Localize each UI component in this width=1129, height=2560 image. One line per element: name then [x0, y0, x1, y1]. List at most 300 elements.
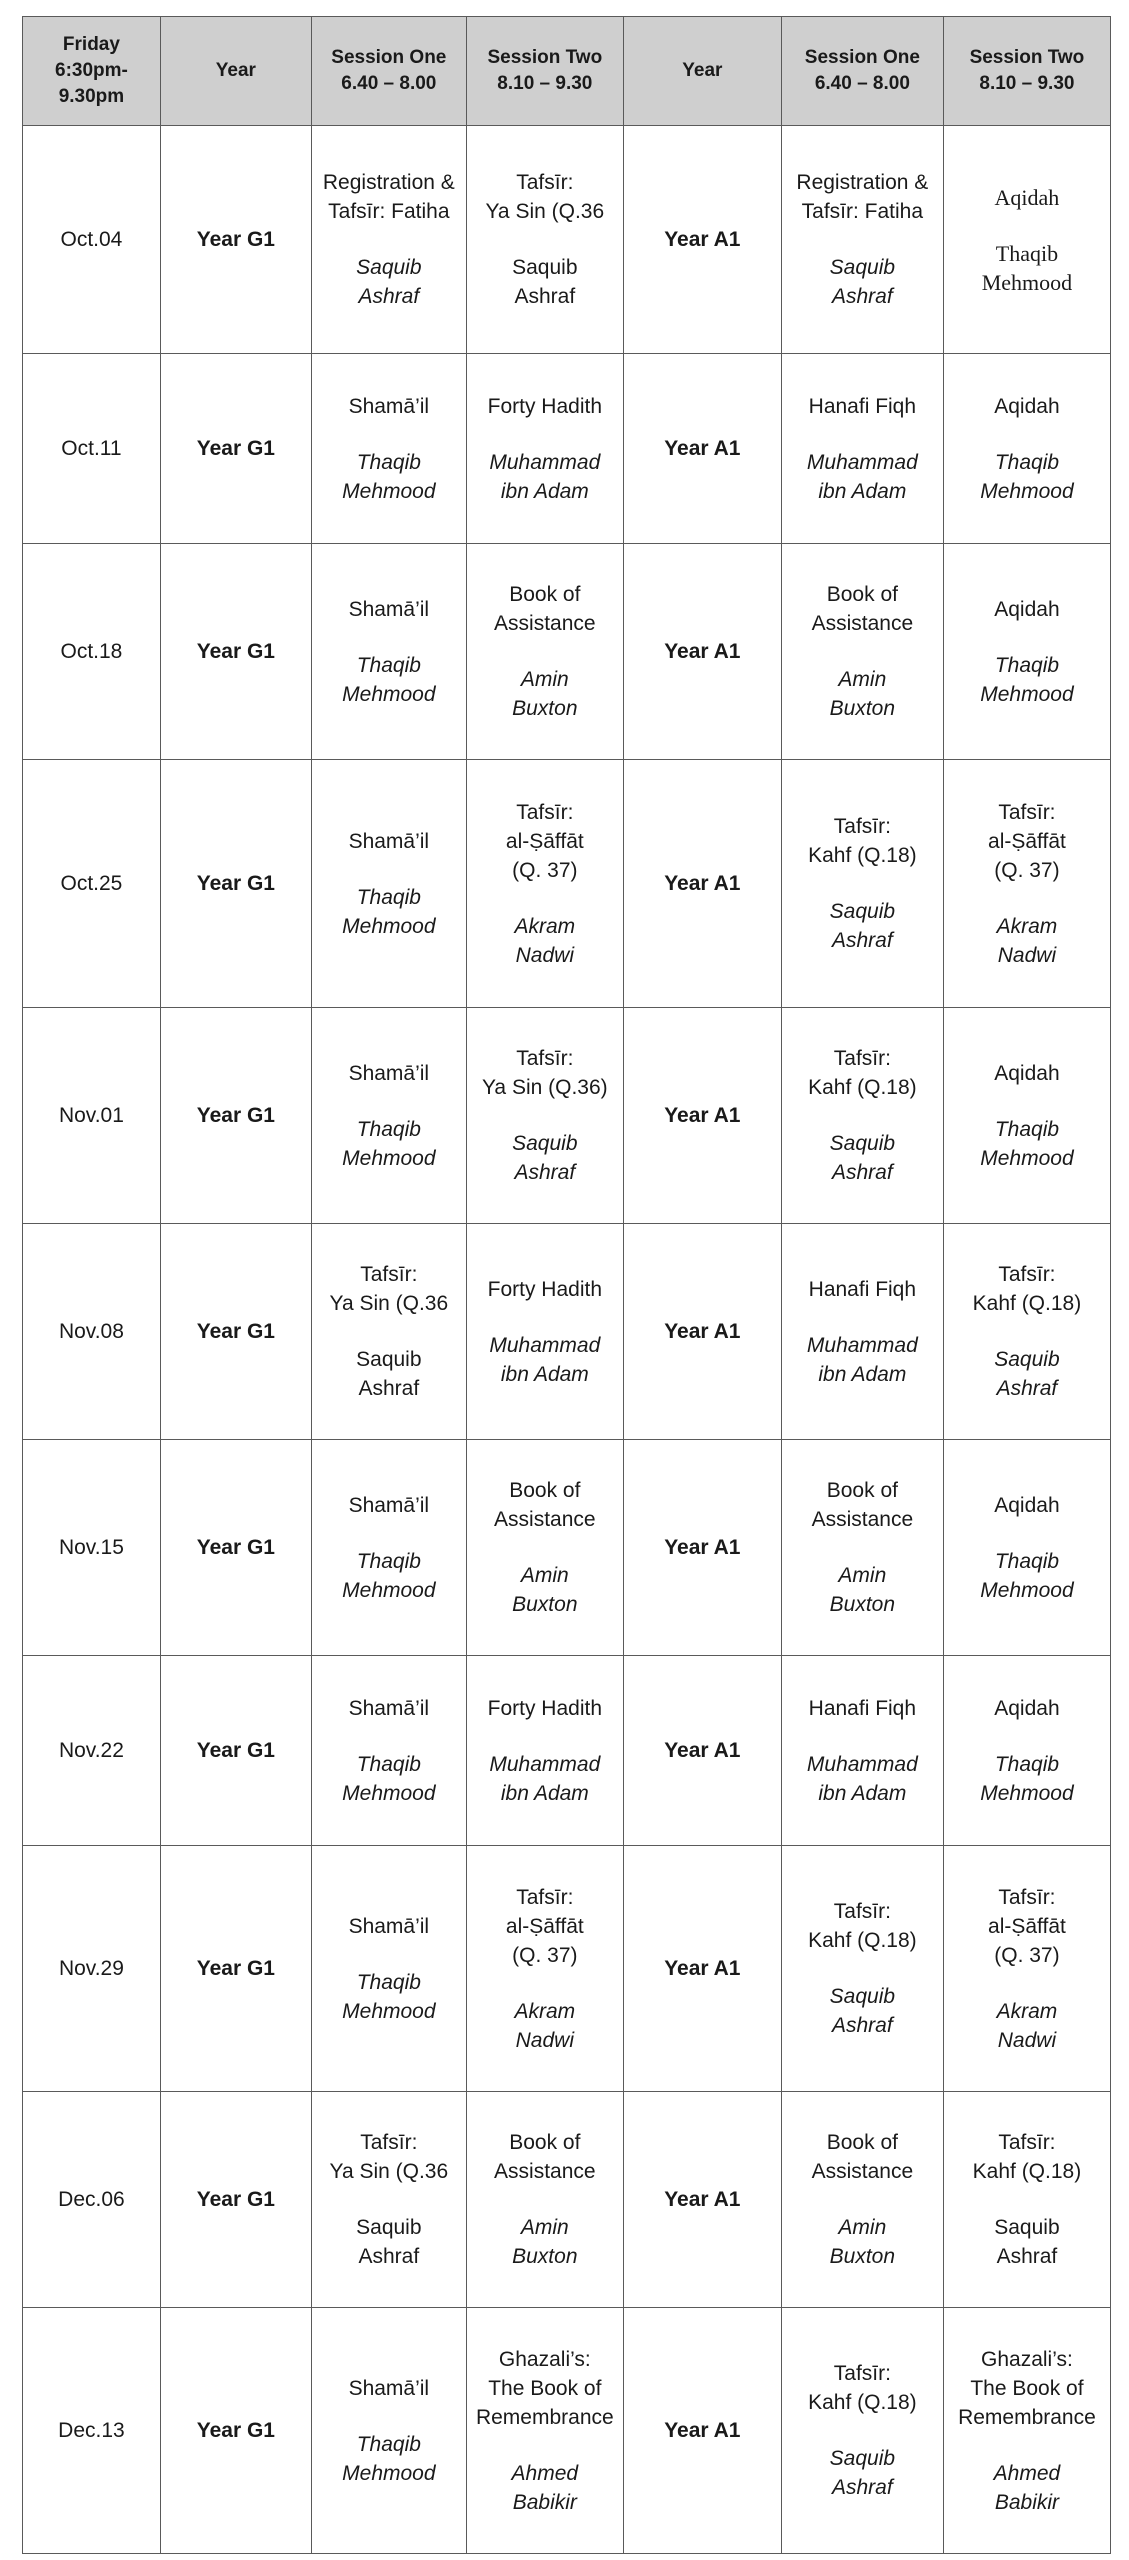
teacher-name	[471, 1129, 619, 1187]
session-one-a-cell	[781, 544, 943, 760]
session-two-a-cell	[943, 1224, 1110, 1440]
teacher-name-line: Mehmood	[980, 1146, 1074, 1170]
teacher-name	[316, 2213, 462, 2271]
teacher-name-line: Amin	[838, 2216, 887, 2239]
year-a-cell: Year A1	[623, 2092, 781, 2308]
course-title-line: al-Ṣāffāt	[505, 829, 584, 853]
course-title-line: Assistance	[494, 2160, 596, 2183]
course-title-line: Tafsīr:	[833, 1900, 891, 1923]
course-title	[316, 827, 462, 856]
course-title	[471, 2345, 619, 2432]
course-title	[471, 1694, 619, 1723]
course-title	[316, 1491, 462, 1520]
session-one-a-cell	[781, 1656, 943, 1846]
year-a-cell: Year A1	[623, 354, 781, 544]
teacher-name-line: Ahmed	[511, 2461, 579, 2485]
course-title	[786, 812, 939, 870]
teacher-name-line: Mehmood	[342, 1781, 436, 1805]
session-two-a-cell	[943, 354, 1110, 544]
header-row	[23, 17, 1111, 126]
date-cell: Nov.15	[23, 1440, 161, 1656]
session-two-g-cell	[466, 1224, 623, 1440]
teacher-name	[786, 2213, 939, 2271]
year-a-cell: Year A1	[623, 760, 781, 1008]
course-title-line: Ya Sin (Q.36	[329, 1292, 449, 1315]
header-day	[23, 17, 161, 126]
teacher-name-line: Saquib	[512, 1132, 578, 1155]
course-title-line: Forty Hadith	[487, 394, 603, 418]
teacher-name-line: Ashraf	[832, 1161, 893, 1184]
date-cell: Oct.18	[23, 544, 161, 760]
course-title-line: Assistance	[811, 2160, 914, 2183]
session-one-a-cell	[781, 1846, 943, 2092]
date-cell: Oct.04	[23, 126, 161, 354]
course-title-line: Registration &	[796, 171, 929, 194]
teacher-name-line: Babikir	[994, 2490, 1060, 2514]
session-two-a-cell	[943, 1008, 1110, 1224]
course-title-line: Tafsīr:	[833, 815, 891, 838]
teacher-name-line: Mehmood	[980, 1578, 1074, 1602]
date-cell: Dec.06	[23, 2092, 161, 2308]
teacher-name	[316, 1345, 462, 1403]
teacher-name	[471, 1997, 619, 2055]
teacher-name	[471, 2213, 619, 2271]
table-row	[23, 1656, 1111, 1846]
teacher-name-line: Thaqib	[995, 240, 1059, 266]
session-one-g-cell	[311, 1846, 466, 2092]
header-session-two-a	[943, 17, 1110, 126]
teacher-name-line: Muhammad	[806, 1752, 918, 1776]
teacher-name-line: Mehmood	[342, 1146, 436, 1170]
teacher-name-line: Thaqib	[994, 1117, 1060, 1141]
session-two-a-cell	[943, 2308, 1110, 2554]
teacher-name	[786, 1331, 939, 1389]
table-row	[23, 1440, 1111, 1656]
course-title-line: Assistance	[811, 1508, 914, 1531]
year-a-cell: Year A1	[623, 2308, 781, 2554]
course-title	[316, 1694, 462, 1723]
course-title-line: Assistance	[494, 1508, 596, 1531]
course-title-line: Ghazali’s:	[981, 2347, 1073, 2371]
course-title	[316, 2128, 462, 2186]
year-g-cell: Year G1	[160, 2308, 311, 2554]
course-title-line: Tafsīr:	[998, 2131, 1056, 2154]
course-title-line: Aqidah	[994, 394, 1060, 418]
course-title	[948, 392, 1106, 421]
teacher-name-line: Ashraf	[514, 1161, 576, 1184]
course-title	[786, 2128, 939, 2186]
course-title-line: Forty Hadith	[487, 1696, 603, 1720]
course-title	[471, 580, 619, 638]
table-row	[23, 1224, 1111, 1440]
teacher-name	[471, 1750, 619, 1808]
session-one-a-cell	[781, 1008, 943, 1224]
header-session-two-g-time: 8.10 – 9.30	[497, 73, 593, 94]
course-title-line: Kahf (Q.18)	[808, 1076, 917, 1099]
teacher-name-line: Ashraf	[832, 2014, 893, 2037]
header-session-one-a-time: 6.40 – 8.00	[814, 73, 910, 94]
year-g-cell: Year G1	[160, 1008, 311, 1224]
teacher-name	[471, 912, 619, 970]
course-title-line: Book of	[509, 583, 581, 606]
course-title-line: Tafsīr:	[360, 1263, 418, 1286]
course-title-line: Forty Hadith	[487, 1277, 603, 1301]
teacher-name-line: Thaqib	[356, 653, 421, 677]
year-a-cell: Year A1	[623, 544, 781, 760]
course-title-line: Hanafi Fiqh	[808, 1277, 917, 1301]
course-title-line: The Book of	[970, 2376, 1084, 2400]
teacher-name	[786, 1129, 939, 1187]
header-session-one-g	[311, 17, 466, 126]
teacher-name-line: Muhammad	[489, 1333, 601, 1357]
year-a-cell: Year A1	[623, 1224, 781, 1440]
teacher-name-line: ibn Adam	[818, 479, 907, 503]
year-g-cell: Year G1	[160, 1440, 311, 1656]
session-two-a-cell	[943, 2092, 1110, 2308]
header-session-one-a	[781, 17, 943, 126]
table-row	[23, 2092, 1111, 2308]
course-title-line: Ya Sin (Q.36	[329, 2160, 449, 2183]
header-session-two-g-label: Session Two	[487, 47, 603, 68]
schedule-body	[23, 126, 1111, 2554]
course-title-line: al-Ṣāffāt	[988, 829, 1066, 853]
teacher-name	[786, 448, 939, 506]
teacher-name-line: Nadwi	[997, 943, 1057, 967]
teacher-name	[948, 1997, 1106, 2055]
table-row	[23, 760, 1111, 1008]
course-title	[948, 1260, 1106, 1318]
course-title-line: Shamā’il	[348, 1061, 430, 1085]
year-g-cell: Year G1	[160, 544, 311, 760]
course-title-line: Shamā’il	[348, 394, 430, 418]
teacher-name-line: Thaqib	[994, 653, 1060, 677]
teacher-name	[948, 651, 1106, 709]
date-cell: Oct.25	[23, 760, 161, 1008]
session-two-g-cell	[466, 1440, 623, 1656]
course-title-line: Aqidah	[994, 1061, 1060, 1085]
year-a-cell: Year A1	[623, 1008, 781, 1224]
teacher-name-line: Amin	[838, 1564, 887, 1587]
session-one-a-cell	[781, 126, 943, 354]
table-row	[23, 126, 1111, 354]
table-row	[23, 544, 1111, 760]
teacher-name-line: Buxton	[512, 1593, 578, 1616]
year-g-cell: Year G1	[160, 1656, 311, 1846]
teacher-name-line: ibn Adam	[500, 1362, 589, 1386]
course-title	[316, 168, 462, 226]
teacher-name-line: Amin	[520, 2216, 569, 2239]
teacher-name-line: Akram	[514, 1999, 576, 2023]
teacher-name	[316, 1968, 462, 2026]
teacher-name	[948, 912, 1106, 970]
course-title-line: Shamā’il	[348, 597, 430, 621]
course-title-line: Tafsīr: Fatiha	[328, 200, 450, 223]
course-title	[471, 168, 619, 226]
teacher-name-line: Saquib	[829, 1132, 896, 1155]
teacher-name-line: Buxton	[829, 697, 896, 720]
course-title-line: (Q. 37)	[512, 1943, 578, 1967]
schedule-table	[22, 16, 1111, 2554]
teacher-name	[948, 1345, 1106, 1403]
teacher-name-line: Saquib	[829, 2447, 896, 2470]
session-two-g-cell	[466, 544, 623, 760]
course-title	[948, 798, 1106, 885]
teacher-name-line: Thaqib	[356, 1117, 421, 1141]
header-year-g: Year	[160, 17, 311, 126]
teacher-name	[948, 1115, 1106, 1173]
course-title-line: Remembrance	[958, 2405, 1096, 2429]
course-title-line: Tafsīr:	[833, 1047, 891, 1070]
teacher-name	[316, 651, 462, 709]
table-row	[23, 354, 1111, 544]
teacher-name	[316, 448, 462, 506]
teacher-name-line: Amin	[838, 668, 887, 691]
teacher-name-line: Akram	[514, 914, 576, 938]
teacher-name-line: Thaqib	[356, 2432, 421, 2456]
course-title	[471, 1883, 619, 1970]
course-title-line: Book of	[826, 2131, 898, 2154]
course-title	[786, 1897, 939, 1955]
teacher-name	[786, 665, 939, 723]
date-cell: Oct.11	[23, 354, 161, 544]
course-title-line: Assistance	[811, 612, 914, 635]
course-title	[316, 2374, 462, 2403]
teacher-name-line: Saquib	[994, 1348, 1060, 1371]
session-one-a-cell	[781, 1440, 943, 1656]
session-one-g-cell	[311, 1440, 466, 1656]
teacher-name-line: Akram	[996, 1999, 1058, 2023]
course-title-line: Tafsīr:	[516, 800, 574, 824]
teacher-name-line: Saquib	[512, 256, 578, 279]
teacher-name-line: Saquib	[356, 2216, 422, 2239]
course-title	[471, 798, 619, 885]
course-title-line: Shamā’il	[348, 829, 430, 853]
course-title-line: (Q. 37)	[994, 858, 1060, 882]
course-title	[948, 1883, 1106, 1970]
year-a-cell: Year A1	[623, 1440, 781, 1656]
teacher-name-line: Mehmood	[342, 479, 436, 503]
teacher-name-line: ibn Adam	[818, 1781, 907, 1805]
teacher-name	[948, 1547, 1106, 1605]
course-title	[471, 392, 619, 421]
session-one-g-cell	[311, 1656, 466, 1846]
teacher-name-line: Muhammad	[489, 1752, 601, 1776]
teacher-name	[948, 1750, 1106, 1808]
course-title	[786, 580, 939, 638]
teacher-name	[316, 2430, 462, 2488]
year-g-cell: Year G1	[160, 2092, 311, 2308]
year-g-cell: Year G1	[160, 1224, 311, 1440]
table-row	[23, 2308, 1111, 2554]
course-title-line: Book of	[509, 1479, 581, 1502]
teacher-name-line: Buxton	[512, 2245, 578, 2268]
header-session-one-g-time: 6.40 – 8.00	[341, 73, 437, 94]
course-title	[786, 168, 939, 226]
course-title-line: The Book of	[488, 2376, 602, 2400]
teacher-name-line: Nadwi	[515, 2028, 574, 2052]
date-cell: Nov.01	[23, 1008, 161, 1224]
teacher-name-line: Mehmood	[981, 269, 1073, 295]
course-title-line: Aqidah	[994, 1696, 1060, 1720]
teacher-name-line: Mehmood	[980, 682, 1074, 706]
teacher-name-line: Mehmood	[980, 479, 1074, 503]
course-title-line: Remembrance	[475, 2405, 614, 2429]
teacher-name-line: Thaqib	[994, 450, 1060, 474]
session-two-g-cell	[466, 760, 623, 1008]
course-title-line: al-Ṣāffāt	[505, 1914, 584, 1938]
course-title	[948, 2345, 1106, 2432]
teacher-name-line: Ashraf	[514, 285, 576, 308]
course-title	[316, 595, 462, 624]
course-title-line: (Q. 37)	[512, 858, 578, 882]
teacher-name-line: ibn Adam	[818, 1362, 907, 1386]
teacher-name	[316, 883, 462, 941]
session-two-a-cell	[943, 1440, 1110, 1656]
teacher-name	[948, 2459, 1106, 2517]
course-title-line: (Q. 37)	[994, 1943, 1060, 1967]
course-title	[948, 2128, 1106, 2186]
course-title-line: Tafsīr:	[516, 1885, 574, 1909]
session-two-g-cell	[466, 2092, 623, 2308]
teacher-name-line: Ashraf	[358, 285, 420, 308]
course-title-line: Kahf (Q.18)	[972, 1292, 1082, 1315]
course-title-line: Tafsīr:	[998, 1885, 1056, 1909]
teacher-name-line: Ahmed	[993, 2461, 1061, 2485]
teacher-name	[316, 1750, 462, 1808]
teacher-name	[316, 1547, 462, 1605]
teacher-name	[948, 448, 1106, 506]
teacher-name-line: Babikir	[512, 2490, 577, 2514]
session-two-a-cell	[943, 1846, 1110, 2092]
session-one-a-cell	[781, 2092, 943, 2308]
session-one-g-cell	[311, 2308, 466, 2554]
session-two-a-cell	[943, 126, 1110, 354]
course-title	[786, 1275, 939, 1304]
date-cell: Dec.13	[23, 2308, 161, 2554]
session-two-g-cell	[466, 1008, 623, 1224]
course-title	[948, 595, 1106, 624]
session-one-g-cell	[311, 544, 466, 760]
teacher-name-line: Muhammad	[489, 450, 601, 474]
header-session-one-a-label: Session One	[804, 47, 920, 68]
course-title-line: Tafsīr:	[516, 1047, 574, 1070]
teacher-name	[786, 897, 939, 955]
session-two-a-cell	[943, 544, 1110, 760]
course-title-line: Tafsīr: Fatiha	[801, 200, 924, 223]
table-row	[23, 1846, 1111, 2092]
teacher-name	[786, 253, 939, 311]
course-title	[471, 1044, 619, 1102]
teacher-name	[471, 665, 619, 723]
course-title	[316, 1059, 462, 1088]
course-title	[786, 1044, 939, 1102]
teacher-name-line: Akram	[996, 914, 1058, 938]
course-title	[948, 1059, 1106, 1088]
course-title-line: Shamā’il	[348, 2376, 430, 2400]
teacher-name-line: Muhammad	[806, 1333, 918, 1357]
teacher-name	[786, 1982, 939, 2040]
course-title-line: Aqidah	[994, 184, 1060, 210]
course-title-line: Book of	[509, 2131, 581, 2154]
header-session-two-a-label: Session Two	[969, 47, 1085, 68]
teacher-name	[471, 253, 619, 311]
course-title	[316, 1260, 462, 1318]
table-row	[23, 1008, 1111, 1224]
course-title	[948, 1694, 1106, 1723]
course-title	[471, 2128, 619, 2186]
header-session-one-g-label: Session One	[331, 47, 447, 68]
teacher-name-line: Mehmood	[980, 1781, 1074, 1805]
teacher-name-line: Ashraf	[832, 285, 893, 308]
teacher-name-line: Muhammad	[806, 450, 918, 474]
course-title-line: Hanafi Fiqh	[808, 1696, 917, 1720]
session-one-g-cell	[311, 354, 466, 544]
date-cell: Nov.29	[23, 1846, 161, 2092]
teacher-name-line: Amin	[520, 1564, 569, 1587]
teacher-name-line: Buxton	[829, 1593, 896, 1616]
course-title-line: Shamā’il	[348, 1493, 430, 1517]
teacher-name-line: Thaqib	[356, 1549, 421, 1573]
teacher-name-line: Nadwi	[997, 2028, 1057, 2052]
teacher-name	[316, 1115, 462, 1173]
teacher-name	[471, 1331, 619, 1389]
year-g-cell: Year G1	[160, 354, 311, 544]
session-one-a-cell	[781, 1224, 943, 1440]
header-session-two-g	[466, 17, 623, 126]
teacher-name-line: ibn Adam	[500, 1781, 589, 1805]
teacher-name-line: Mehmood	[342, 682, 436, 706]
session-two-a-cell	[943, 1656, 1110, 1846]
year-a-cell: Year A1	[623, 1656, 781, 1846]
teacher-name	[471, 1561, 619, 1619]
course-title-line: Aqidah	[994, 1493, 1060, 1517]
session-two-g-cell	[466, 1846, 623, 2092]
course-title-line: Kahf (Q.18)	[808, 844, 917, 867]
session-two-g-cell	[466, 2308, 623, 2554]
teacher-name-line: Saquib	[994, 2216, 1060, 2239]
header-day-label: Friday	[62, 34, 120, 55]
teacher-name	[948, 2213, 1106, 2271]
course-title-line: Kahf (Q.18)	[972, 2160, 1082, 2183]
course-title-line: Ghazali’s:	[498, 2347, 591, 2371]
teacher-name-line: Buxton	[512, 697, 578, 720]
session-one-g-cell	[311, 126, 466, 354]
teacher-name-line: Mehmood	[342, 914, 436, 938]
session-one-g-cell	[311, 1224, 466, 1440]
course-title-line: Shamā’il	[348, 1914, 430, 1938]
course-title-line: Tafsīr:	[516, 171, 574, 194]
teacher-name-line: Ashraf	[358, 2245, 420, 2268]
course-title	[786, 1476, 939, 1534]
year-g-cell: Year G1	[160, 126, 311, 354]
teacher-name	[786, 1561, 939, 1619]
teacher-name	[786, 1750, 939, 1808]
teacher-name-line: Thaqib	[356, 885, 421, 909]
course-title-line: Ya Sin (Q.36)	[481, 1076, 608, 1099]
course-title	[786, 2359, 939, 2417]
course-title	[948, 183, 1106, 212]
course-title-line: Hanafi Fiqh	[808, 394, 917, 418]
course-title-line: Assistance	[494, 612, 596, 635]
course-title-line: Tafsīr:	[998, 800, 1056, 824]
course-title	[471, 1275, 619, 1304]
header-year-a: Year	[623, 17, 781, 126]
session-one-a-cell	[781, 2308, 943, 2554]
course-title-line: Kahf (Q.18)	[808, 2391, 917, 2414]
session-one-g-cell	[311, 760, 466, 1008]
teacher-name-line: Ashraf	[832, 929, 893, 952]
teacher-name-line: Thaqib	[356, 1970, 421, 1994]
